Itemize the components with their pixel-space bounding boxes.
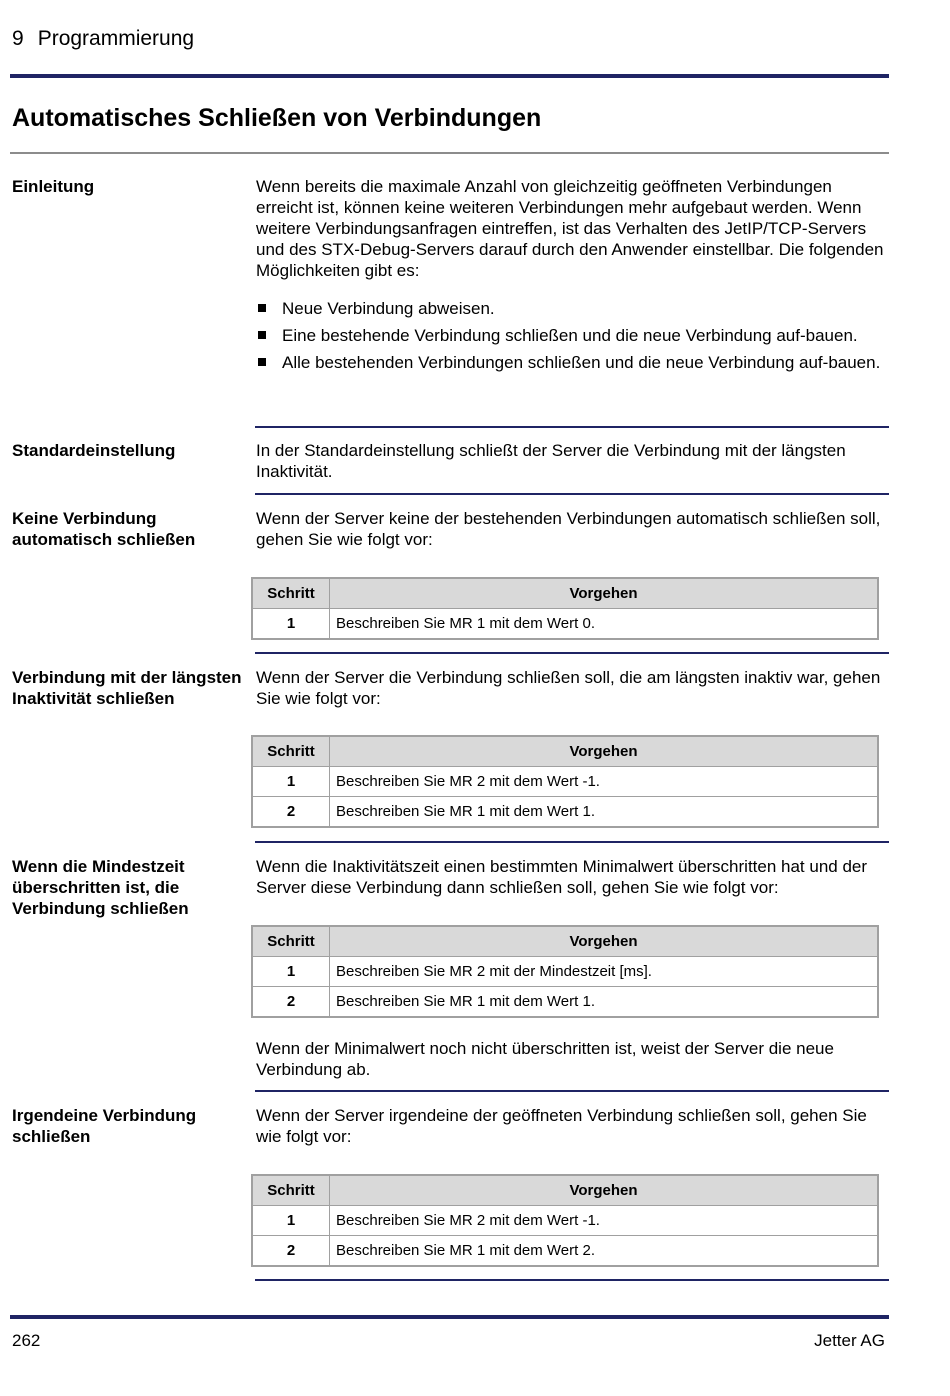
- column-header-action: Vorgehen: [330, 578, 879, 609]
- einleitung-bullet-list: [256, 298, 888, 379]
- list-item: [256, 352, 888, 373]
- step-action: Beschreiben Sie MR 2 mit dem Wert -1.: [330, 767, 879, 797]
- column-header-step: Schritt: [252, 736, 330, 767]
- steps-table-irgendeine: [251, 1174, 879, 1267]
- section-label-keine: Keine Verbindung automatisch schließen: [12, 509, 196, 549]
- table-row: [252, 767, 878, 797]
- step-number: 2: [252, 797, 330, 828]
- column-header-action: Vorgehen: [330, 926, 879, 957]
- running-header: [12, 27, 194, 51]
- irgendeine-text: Wenn der Server irgendeine der geöffneten Verbindung schließen soll, gehen Sie wie folgt vor:: [256, 1106, 867, 1146]
- column-header-step: Schritt: [252, 578, 330, 609]
- table-row: [252, 957, 878, 987]
- step-action: Beschreiben Sie MR 2 mit der Mindestzeit [ms].: [330, 957, 879, 987]
- column-header-step: Schritt: [252, 1175, 330, 1206]
- section-label-standard: Standardeinstellung: [12, 441, 176, 460]
- table-row: [252, 1236, 878, 1267]
- bullet-text: Eine bestehende Verbindung schließen und die neue Verbindung auf-bauen.: [282, 326, 858, 345]
- page-number: 262: [12, 1331, 41, 1350]
- step-number: 2: [252, 1236, 330, 1267]
- laengste-text: Wenn der Server die Verbindung schließen soll, die am längsten inaktiv war, gehen Sie wie folgt vor:: [256, 668, 881, 708]
- column-header-action: Vorgehen: [330, 1175, 879, 1206]
- step-action: Beschreiben Sie MR 1 mit dem Wert 1.: [330, 797, 879, 828]
- mindest-text: Wenn die Inaktivitätszeit einen bestimmten Minimalwert überschritten hat und der Server diese Verbindung dann schließen soll, gehen Sie wie folgt vor:: [256, 857, 868, 897]
- table-row: [252, 987, 878, 1018]
- step-number: 1: [252, 767, 330, 797]
- section-divider: [255, 1090, 889, 1092]
- section-divider: [255, 426, 889, 428]
- step-action: Beschreiben Sie MR 2 mit dem Wert -1.: [330, 1206, 879, 1236]
- chapter-title: Programmierung: [37, 27, 195, 50]
- section-divider: [255, 1279, 889, 1281]
- mindest-note: Wenn der Minimalwert noch nicht überschritten ist, weist der Server die neue Verbindung ab.: [256, 1039, 834, 1079]
- header-rule: [10, 74, 889, 78]
- bullet-square-icon: [258, 331, 266, 339]
- bullet-square-icon: [258, 304, 266, 312]
- page-title: Automatisches Schließen von Verbindungen: [12, 104, 542, 132]
- section-label-irgendeine: Irgendeine Verbindung schließen: [12, 1106, 197, 1146]
- table-row: [252, 609, 878, 640]
- footer-rule: [10, 1315, 889, 1319]
- standard-text: In der Standardeinstellung schließt der Server die Verbindung mit der längsten Inaktivität.: [256, 441, 846, 481]
- column-header-step: Schritt: [252, 926, 330, 957]
- section-divider: [255, 493, 889, 495]
- keine-text: Wenn der Server keine der bestehenden Verbindungen automatisch schließen soll, gehen Sie wie folgt vor:: [256, 509, 881, 549]
- list-item: [256, 325, 888, 346]
- section-label-mindest: Wenn die Mindestzeit überschritten ist, die Verbindung schließen: [12, 857, 189, 918]
- steps-table-laengste: [251, 735, 879, 828]
- bullet-text: Alle bestehenden Verbindungen schließen und die neue Verbindung auf-bauen.: [282, 353, 881, 372]
- list-item: [256, 298, 888, 319]
- einleitung-text: Wenn bereits die maximale Anzahl von gleichzeitig geöffneten Verbindungen erreicht ist, können keine weiteren Verbindungen mehr aufgebaut werden. Wenn weitere Verbindungsanfragen eintreffen, ist das Verhalten des JetIP/TCP-Servers und des STX-Debug-Servers darauf durch den Anwender einstellbar. Die folgenden Möglichkeiten gibt es:: [256, 177, 884, 280]
- step-number: 1: [252, 609, 330, 640]
- section-divider: [255, 652, 889, 654]
- section-label-einleitung: Einleitung: [12, 177, 95, 196]
- table-row: [252, 1206, 878, 1236]
- bullet-square-icon: [258, 358, 266, 366]
- chapter-number: 9: [12, 27, 24, 50]
- company-name: Jetter AG: [814, 1331, 885, 1350]
- steps-table-mindest: [251, 925, 879, 1018]
- section-divider: [255, 841, 889, 843]
- step-number: 2: [252, 987, 330, 1018]
- title-rule: [10, 152, 889, 154]
- step-action: Beschreiben Sie MR 1 mit dem Wert 1.: [330, 987, 879, 1018]
- section-label-laengste: Verbindung mit der längsten Inaktivität schließen: [12, 668, 242, 708]
- table-row: [252, 797, 878, 828]
- step-number: 1: [252, 957, 330, 987]
- step-action: Beschreiben Sie MR 1 mit dem Wert 2.: [330, 1236, 879, 1267]
- column-header-action: Vorgehen: [330, 736, 879, 767]
- steps-table-keine: [251, 577, 879, 640]
- step-action: Beschreiben Sie MR 1 mit dem Wert 0.: [330, 609, 879, 640]
- bullet-text: Neue Verbindung abweisen.: [282, 299, 495, 318]
- step-number: 1: [252, 1206, 330, 1236]
